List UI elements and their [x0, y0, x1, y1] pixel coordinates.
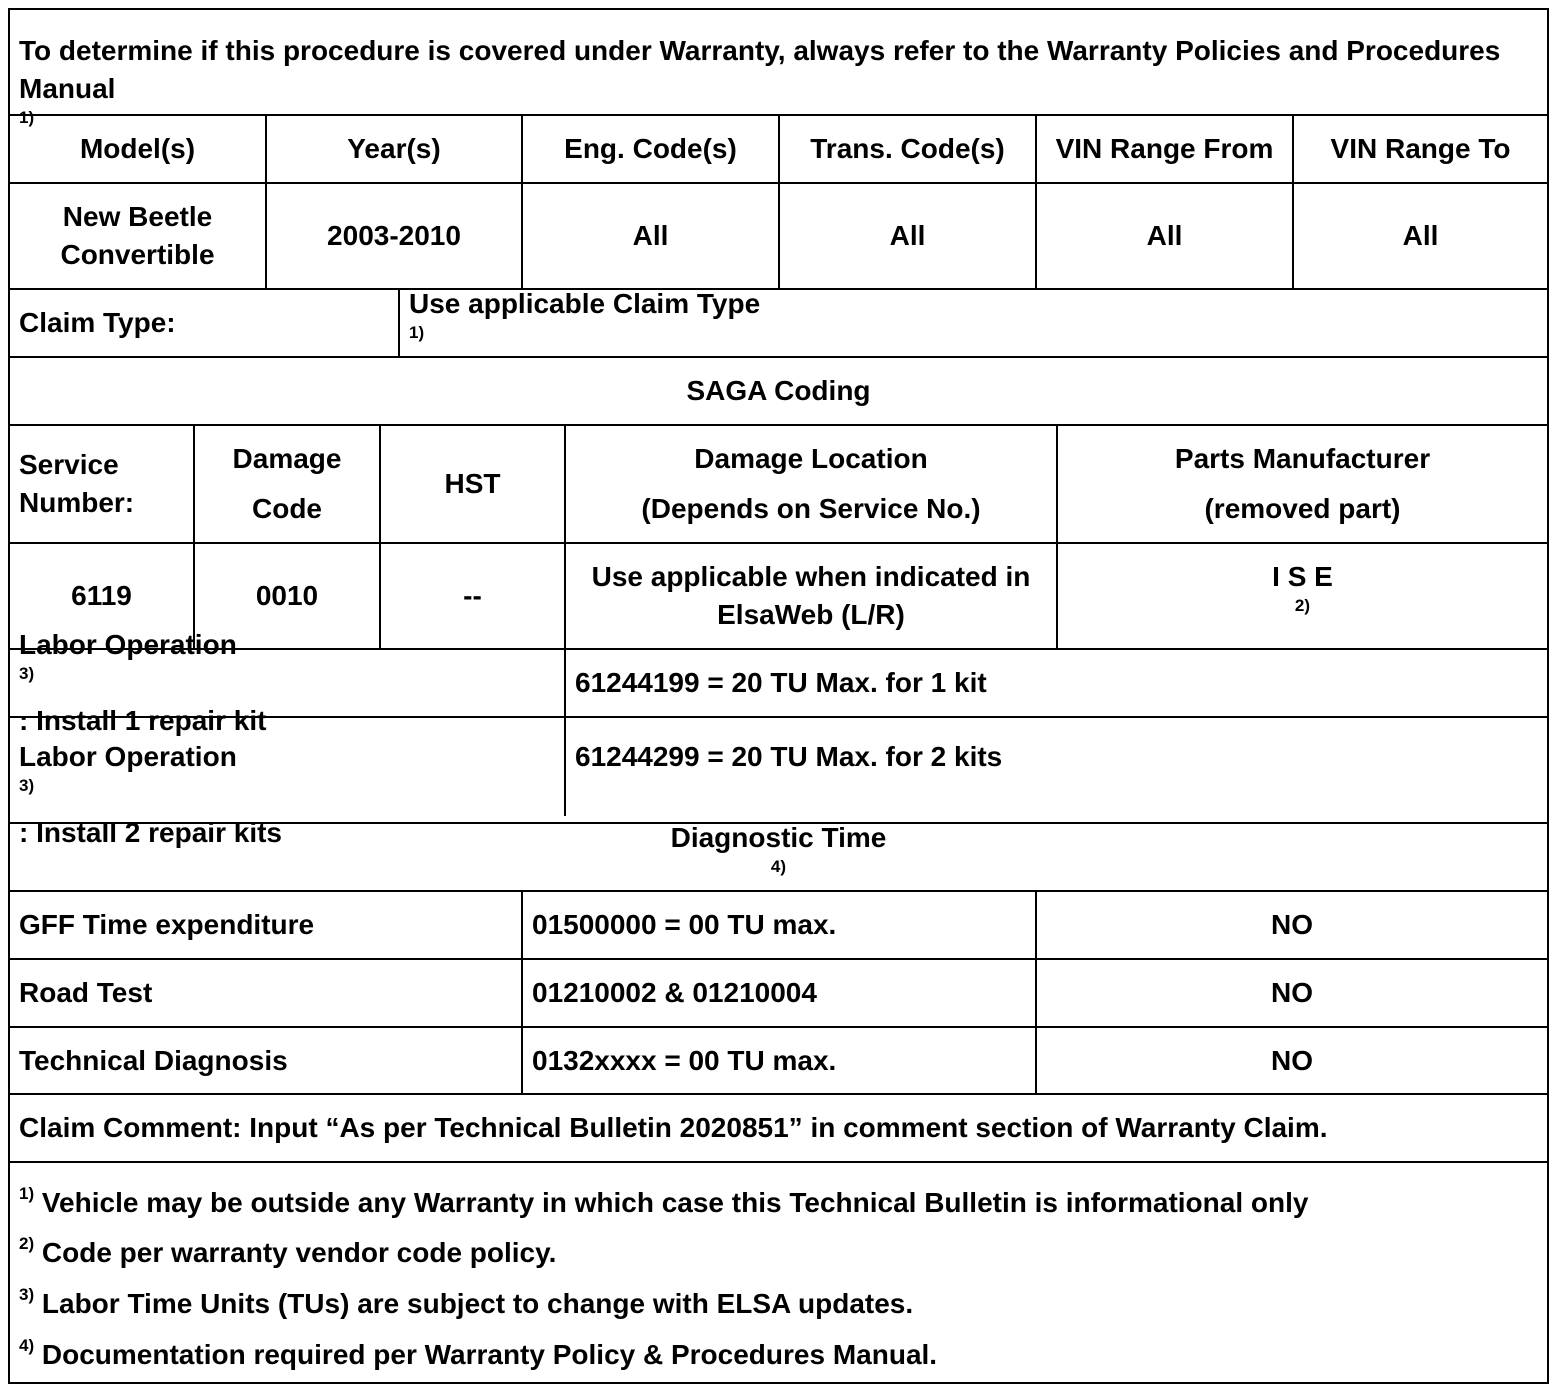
value-model: New Beetle Convertible [60, 201, 215, 270]
claim-type-text: Use applicable Claim Type [409, 288, 761, 319]
labor-operation-1-value: 61244199 = 20 TU Max. for 1 kit [575, 667, 987, 698]
diagnostic-note: 4) [770, 857, 787, 876]
footnote-4-mark: 4) [19, 1336, 35, 1355]
diagnostic-row-2-flag: NO [1271, 977, 1313, 1008]
diagnostic-row-3-flag: NO [1271, 1044, 1313, 1076]
footnote-1-mark: 1) [19, 1184, 35, 1203]
header-eng-codes: Eng. Code(s) [564, 133, 737, 164]
intro-note: 1) [19, 108, 35, 127]
warranty-intro [10, 32, 1547, 127]
labor-2-note: 3) [19, 776, 35, 795]
warranty-claim-table [8, 8, 1549, 1384]
header-years: Year(s) [347, 133, 441, 164]
damage-location-subtitle: (Depends on Service No.) [641, 493, 981, 524]
header-vin-from: VIN Range From [1055, 133, 1274, 164]
saga-header-service-number: Service Number: [19, 449, 135, 518]
labor-operation-1-label [10, 629, 564, 736]
labor-1-label-text: Labor Operation [19, 629, 237, 660]
claim-comment: Claim Comment: Input “As per Technical Bulletin 2020851” in comment section of Warranty Claim. [19, 1112, 1328, 1143]
diagnostic-row-1-code: 01500000 = 00 TU max. [532, 909, 837, 940]
labor-2-label-suffix: : Install 2 repair kits [19, 817, 282, 848]
footnote-3 [19, 1285, 913, 1323]
saga-value-hst: -- [463, 580, 482, 611]
saga-value-service-number: 6119 [71, 580, 132, 611]
header-models: Model(s) [79, 133, 196, 164]
footnote-2 [19, 1234, 556, 1272]
footnote-1 [19, 1184, 1308, 1222]
claim-type-value [400, 290, 1547, 356]
saga-header-damage-code: Damage Code [232, 443, 342, 524]
value-vin-from: All [1146, 220, 1183, 251]
footnote-2-text: Code per warranty vendor code policy. [34, 1237, 557, 1268]
diagnostic-row-3-code: 0132xxxx = 00 TU max. [532, 1044, 837, 1076]
labor-operation-2-label [10, 718, 564, 848]
saga-header-hst: HST [444, 468, 501, 499]
parts-manufacturer-title: Parts Manufacturer [1174, 443, 1431, 474]
diagnostic-title [10, 824, 1547, 890]
parts-manufacturer-subtitle: (removed part) [1204, 493, 1401, 524]
value-eng-code: All [632, 220, 669, 251]
saga-value-damage-code: 0010 [255, 580, 319, 611]
header-trans-codes: Trans. Code(s) [810, 133, 1005, 164]
diagnostic-row-3-label: Technical Diagnosis [19, 1044, 288, 1076]
diagnostic-row-2-label: Road Test [19, 977, 153, 1008]
saga-header-parts-manufacturer [1058, 426, 1547, 542]
labor-1-label-suffix: : Install 1 repair kit [19, 705, 267, 736]
labor-2-label-text: Labor Operation [19, 741, 237, 772]
diagnostic-title-text: Diagnostic Time [670, 822, 887, 853]
parts-manufacturer-note: 2) [1294, 596, 1311, 615]
claim-type-note: 1) [409, 323, 425, 342]
saga-value-damage-location: Use applicable when indicated in ElsaWeb (L/R) [591, 561, 1031, 630]
diagnostic-row-1-flag: NO [1271, 909, 1313, 940]
value-trans-code: All [889, 220, 926, 251]
header-vin-to: VIN Range To [1330, 133, 1511, 164]
value-vin-to: All [1402, 220, 1439, 251]
diagnostic-row-2-code: 01210002 & 01210004 [532, 977, 817, 1008]
footnote-4-text: Documentation required per Warranty Policy & Procedures Manual. [34, 1339, 938, 1370]
parts-manufacturer-code: I S E [1272, 561, 1333, 592]
saga-title: SAGA Coding [686, 375, 871, 406]
saga-value-parts-manufacturer [1058, 544, 1547, 648]
damage-location-title: Damage Location [694, 443, 928, 474]
diagnostic-row-1-label: GFF Time expenditure [19, 909, 315, 940]
footnote-3-text: Labor Time Units (TUs) are subject to change with ELSA updates. [34, 1288, 914, 1319]
footnote-4 [19, 1336, 937, 1374]
intro-text: To determine if this procedure is covered under Warranty, always refer to the Warranty Policies and Procedures Manual [19, 35, 1501, 104]
labor-operation-2-value: 61244299 = 20 TU Max. for 2 kits [575, 741, 1003, 772]
claim-type-label: Claim Type: [19, 307, 176, 338]
footnote-3-mark: 3) [19, 1285, 35, 1304]
footnote-2-mark: 2) [19, 1234, 35, 1253]
value-years: 2003-2010 [327, 220, 461, 251]
footnote-1-text: Vehicle may be outside any Warranty in which case this Technical Bulletin is informational only [34, 1187, 1309, 1218]
labor-1-note: 3) [19, 664, 35, 683]
saga-header-damage-location [566, 426, 1056, 542]
